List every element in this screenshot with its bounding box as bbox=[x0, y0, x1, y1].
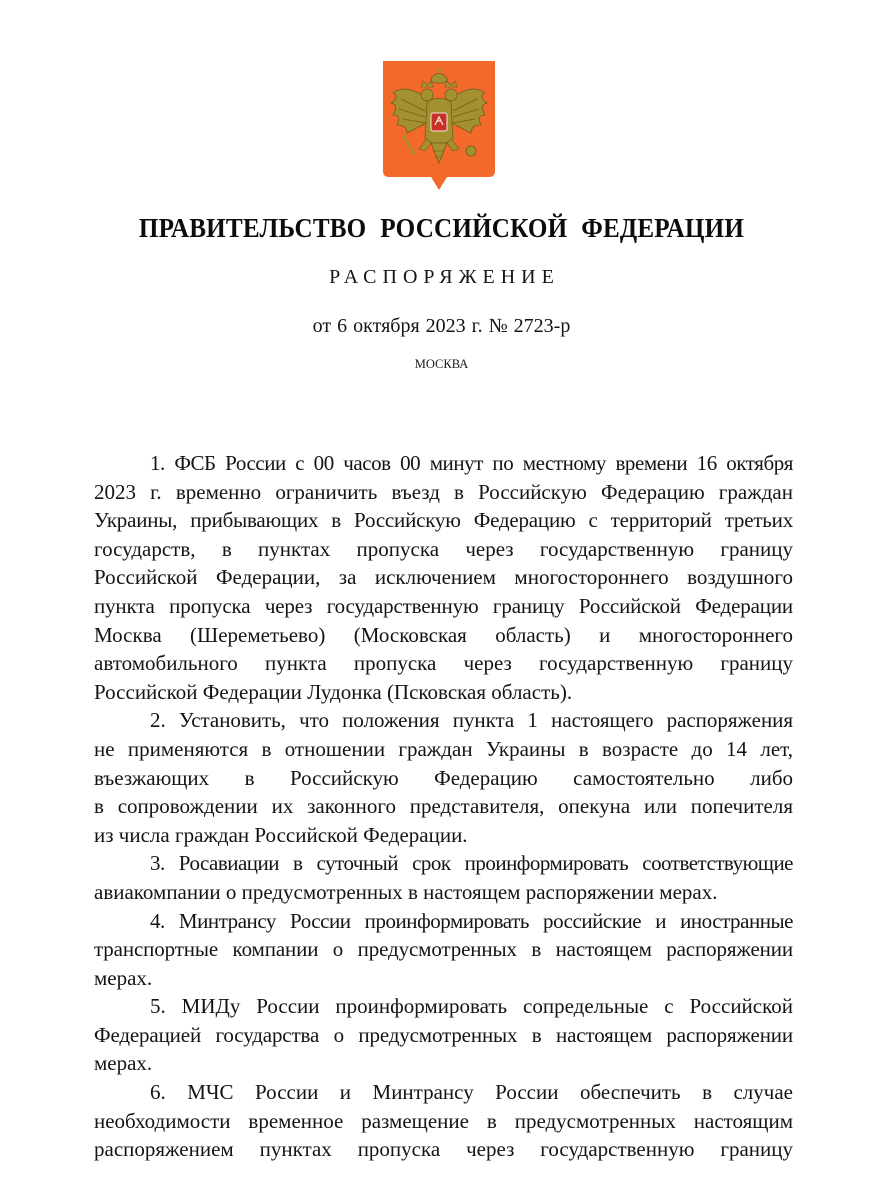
text-line: мерах. bbox=[94, 1051, 153, 1076]
paragraph-2 bbox=[94, 706, 793, 849]
text-line: 1. ФСБ России с 00 часов 00 минут по местному времени 16 октября bbox=[150, 451, 793, 475]
paragraph-3 bbox=[94, 849, 793, 906]
document-body bbox=[94, 449, 793, 1164]
document-type: РАСПОРЯЖЕНИЕ bbox=[329, 266, 560, 288]
text-line: пункта пропуска через государственную границу Российской Федерации bbox=[94, 593, 793, 618]
text-line: транспортные компании о предусмотренных в настоящем распоряжении bbox=[94, 937, 793, 962]
text-line: Российской Федерации Лудонка (Псковская область). bbox=[94, 679, 573, 704]
text-line: 6. МЧС России и Минтрансу России обеспечить в случае bbox=[150, 1080, 793, 1105]
text-line: распоряжением пунктах пропуска через государственную границу bbox=[94, 1137, 793, 1162]
coat-of-arms-icon bbox=[381, 59, 497, 192]
document-city: МОСКВА bbox=[414, 357, 469, 371]
text-line: автомобильного пункта пропуска через государственную границу bbox=[94, 651, 793, 676]
text-line: государств, в пунктах пропуска через государственную границу bbox=[94, 536, 793, 561]
text-line: мерах. bbox=[94, 965, 153, 990]
text-line: не применяются в отношении граждан Украины в возрасте до 14 лет, bbox=[94, 736, 793, 761]
paragraph-5 bbox=[94, 992, 793, 1078]
text-line: 5. МИДу России проинформировать сопредельные с Российской bbox=[150, 994, 793, 1019]
government-title: ПРАВИТЕЛЬСТВО РОССИЙСКОЙ ФЕДЕРАЦИИ bbox=[138, 213, 745, 243]
text-line: Украины, прибывающих в Российскую Федерацию с территорий третьих bbox=[94, 508, 793, 533]
text-line: 3. Росавиации в суточный срок проинформировать соответствующие bbox=[150, 851, 793, 876]
text-line: въезжающих в Российскую Федерацию самостоятельно либо bbox=[94, 765, 793, 790]
document-date-number: от 6 октября 2023 г. № 2723-р bbox=[312, 315, 571, 337]
text-line: в сопровождении их законного представителя, опекуна или попечителя bbox=[94, 794, 793, 819]
text-line: 2. Установить, что положения пункта 1 настоящего распоряжения bbox=[150, 708, 793, 733]
paragraph-1 bbox=[94, 449, 793, 706]
paragraph-4 bbox=[94, 907, 793, 993]
text-line: 2023 г. временно ограничить въезд в Российскую Федерацию граждан bbox=[94, 479, 793, 504]
text-line: из числа граждан Российской Федерации. bbox=[94, 822, 468, 847]
text-line: авиакомпании о предусмотренных в настоящем распоряжении мерах. bbox=[94, 879, 718, 904]
text-line: Российской Федерации, за исключением многостороннего воздушного bbox=[94, 565, 793, 590]
text-line: необходимости временное размещение в предусмотренных настоящим bbox=[94, 1108, 793, 1133]
text-line: Москва (Шереметьево) (Московская область) и многостороннего bbox=[94, 622, 793, 647]
paragraph-6 bbox=[94, 1078, 793, 1164]
text-line: 4. Минтрансу России проинформировать российские и иностранные bbox=[150, 908, 793, 933]
text-line: Федерацией государства о предусмотренных в настоящем распоряжении bbox=[94, 1022, 793, 1047]
